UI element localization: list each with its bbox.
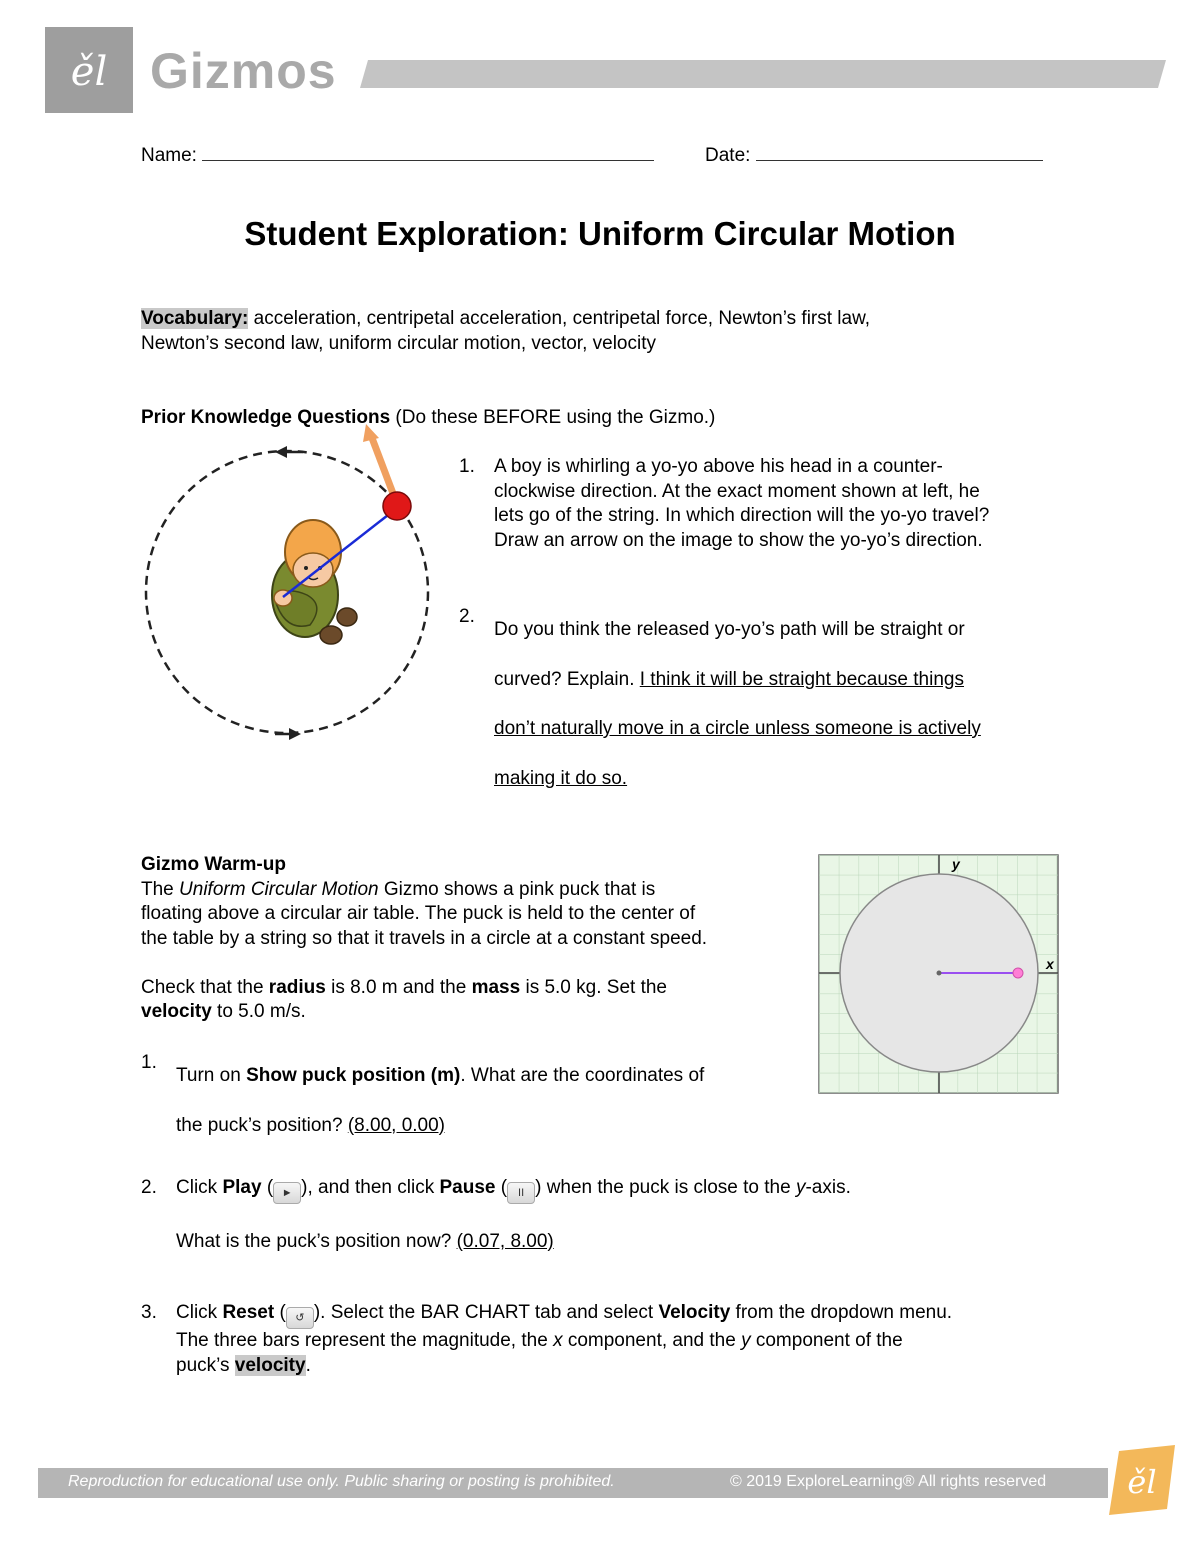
pink-puck <box>1013 968 1023 978</box>
boy-figure <box>272 520 357 644</box>
play-icon: ► <box>273 1182 301 1204</box>
name-field <box>141 142 654 167</box>
yoyo-illustration <box>135 420 445 750</box>
mass-term: mass <box>471 976 521 998</box>
gizmo-name: Uniform Circular Motion <box>179 878 379 900</box>
prior-q2-line1: Do you think the released yo-yo’s path will be straight or <box>494 619 965 640</box>
footer-logo-icon <box>1105 1445 1180 1515</box>
q-text: . <box>305 1354 311 1376</box>
y-axis-term: y <box>795 1177 806 1198</box>
warmup-intro <box>141 853 801 1025</box>
prior-q1-text <box>494 455 1094 553</box>
velocity-term: velocity <box>141 1001 212 1022</box>
date-label: Date: <box>705 145 751 166</box>
warmup-text: is 5.0 kg. Set the <box>520 976 667 998</box>
pause-icon: II <box>507 1182 535 1204</box>
prior-q1-line: clockwise direction. At the exact moment shown at left, he <box>494 480 980 502</box>
gizmos-logo <box>45 27 133 113</box>
play-term: Play <box>222 1177 262 1198</box>
header-band <box>360 60 1166 88</box>
q-text: ) when the puck is close to the <box>535 1177 796 1198</box>
radius-term: radius <box>268 976 326 998</box>
footer-notice: Reproduction for educational use only. Public sharing or posting is prohibited. <box>68 1473 615 1490</box>
prior-q2-answer[interactable]: making it do so. <box>494 767 628 789</box>
velocity-term: Velocity <box>658 1302 731 1323</box>
y-term: y <box>741 1330 751 1351</box>
prior-q2-answer[interactable]: I think it will be straight because things <box>639 668 964 690</box>
prior-q1-line: lets go of the string. In which direction will the yo-yo travel? <box>494 505 990 526</box>
warmup-text: Check that the <box>141 976 269 998</box>
warmup-text: floating above a circular air table. The puck is held to the center of <box>141 903 696 924</box>
warmup-text: The <box>141 878 180 900</box>
q-text: Turn on <box>176 1065 247 1086</box>
page-title: Student Exploration: Uniform Circular Motion <box>244 215 956 252</box>
q-text: Click <box>176 1302 223 1323</box>
x-axis-label: x <box>1046 956 1054 972</box>
warmup-text: the table by a string so that it travels in a circle at a constant speed. <box>141 927 708 949</box>
table-center <box>937 971 942 976</box>
vocabulary-line-2: Newton’s second law, uniform circular motion, vector, velocity <box>141 332 656 354</box>
warmup-q1-number: 1. <box>141 1052 157 1073</box>
q-text: The three bars represent the magnitude, the <box>176 1330 554 1351</box>
velocity-highlight: velocity <box>234 1354 306 1376</box>
warmup-q1-text <box>176 1051 816 1150</box>
q-text: from the dropdown menu. <box>730 1302 953 1323</box>
show-puck-position-term: Show puck position (m) <box>246 1065 461 1086</box>
q-text: What is the puck’s position now? <box>176 1231 457 1252</box>
pause-term: Pause <box>439 1177 496 1198</box>
prior-heading-bold: Prior Knowledge Questions <box>141 407 391 428</box>
prior-heading-note: (Do these BEFORE using the Gizmo.) <box>390 407 716 428</box>
warmup-text: Gizmo shows a pink puck that is <box>378 878 656 900</box>
warmup-text: to 5.0 m/s. <box>211 1001 306 1022</box>
prior-q2-answer[interactable]: don’t naturally move in a circle unless someone is actively <box>494 718 981 739</box>
reset-term: Reset <box>222 1302 275 1323</box>
prior-q2-prompt: curved? Explain. <box>494 668 640 690</box>
x-term: x <box>553 1330 563 1351</box>
prior-q2-text <box>494 605 1094 803</box>
q-text: puck’s <box>176 1354 235 1376</box>
bottom-arrow-icon <box>275 728 301 740</box>
prior-q2-number: 2. <box>459 606 475 627</box>
prior-q1-line: A boy is whirling a yo-yo above his head in a counter- <box>494 456 943 477</box>
warmup-q2-number: 2. <box>141 1177 157 1198</box>
q-text: the puck’s position? <box>176 1114 348 1136</box>
warmup-q3-number: 3. <box>141 1302 157 1323</box>
explorelearning-logo-icon <box>45 27 133 113</box>
q-text: ). Select the BAR CHART tab and select <box>313 1302 659 1323</box>
warmup-q3-text: Click Reset ( ↺ ). Select the BAR CHART tab and select Velocity from the dropdown menu. The three bars represent the magnitude, the x component, and the y component of the puck’s velocity. <box>176 1302 953 1376</box>
footer-copyright: © 2019 ExploreLearning® All rights reserved <box>730 1473 1047 1490</box>
vocabulary <box>141 307 1041 356</box>
q-text: ), and then click <box>301 1177 440 1198</box>
warmup-q2-answer[interactable]: (0.07, 8.00) <box>456 1231 554 1252</box>
warmup-text: is 8.0 m and the <box>325 976 472 998</box>
warmup-q1-answer[interactable]: (8.00, 0.00) <box>347 1114 445 1136</box>
vocabulary-label: Vocabulary: <box>141 308 249 329</box>
svg-text:ěl: ěl <box>1127 1463 1157 1501</box>
reset-icon: ↺ <box>286 1307 314 1329</box>
warmup-q2-text: Click Play ( ► ), and then click Pause ( II ) when the puck is close to the y-axis. What is the puck’s position now? (0.07, 8.00) <box>176 1177 851 1252</box>
name-blank[interactable] <box>202 142 654 161</box>
date-blank[interactable] <box>756 142 1043 161</box>
top-arrow-icon <box>275 446 303 458</box>
q-text: Click <box>176 1177 223 1198</box>
prior-q1-line: Draw an arrow on the image to show the yo-yo’s direction. <box>494 529 983 551</box>
warmup-heading: Gizmo Warm-up <box>141 854 286 875</box>
y-axis-label: y <box>952 856 960 872</box>
q-text: . What are the coordinates of <box>460 1065 705 1086</box>
date-field <box>705 142 1043 167</box>
vocabulary-line-1: acceleration, centripetal acceleration, centripetal force, Newton’s first law, <box>248 308 871 329</box>
q-text: -axis. <box>805 1177 851 1198</box>
air-table-diagram <box>818 854 1060 1096</box>
prior-q1-number: 1. <box>459 456 475 477</box>
q-text: component of the <box>750 1330 903 1351</box>
name-label: Name: <box>141 145 197 166</box>
brand-name: Gizmos <box>150 43 337 99</box>
yoyo-ball <box>383 492 411 520</box>
q-text: component, and the <box>562 1330 742 1351</box>
svg-text:ěl: ěl <box>70 49 108 95</box>
student-arrow-icon <box>363 424 379 442</box>
